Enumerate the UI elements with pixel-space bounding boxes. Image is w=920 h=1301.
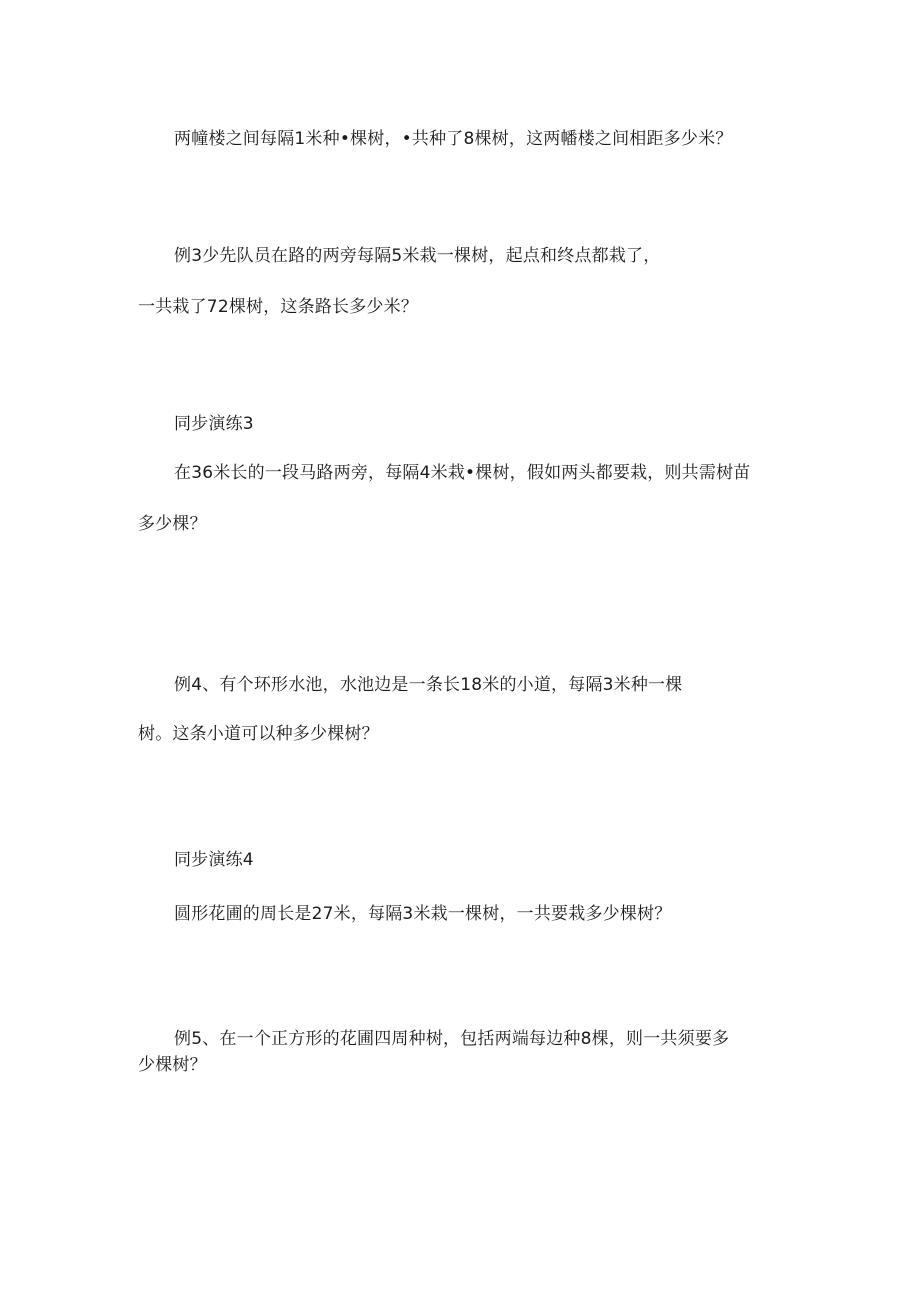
problem-text-line: 两幢楼之间每隔1米种•棵树，•共种了8棵树，这两幡楼之间相距多少米？ (174, 129, 733, 149)
example-3-line-1: 例3少先队员在路的两旁每隔5米栽一棵树，起点和终点都栽了， (174, 246, 661, 266)
practice-3-line-2: 多少棵？ (138, 514, 207, 534)
example-4-line-2: 树。这条小道可以种多少棵树？ (138, 724, 379, 744)
section-heading-practice-3: 同步演练3 (174, 414, 254, 434)
practice-3-line-1: 在36米长的一段马路两旁，每隔4米栽•棵树，假如两头都要栽，则共需树苗 (174, 463, 751, 483)
example-5-line-2: 少棵树？ (138, 1055, 207, 1075)
section-heading-practice-4: 同步演练4 (174, 850, 254, 870)
example-4-line-1: 例4、有个环形水池，水池边是一条长18米的小道，每隔3米种一棵 (174, 675, 683, 695)
example-5-line-1: 例5、在一个正方形的花圃四周种树，包括两端每边种8棵，则一共须要多 (174, 1029, 730, 1049)
practice-4-line-1: 圆形花圃的周长是27米，每隔3米栽一棵树，一共要栽多少棵树？ (174, 904, 672, 924)
example-3-line-2: 一共栽了72棵树，这条路长多少米？ (138, 297, 419, 317)
